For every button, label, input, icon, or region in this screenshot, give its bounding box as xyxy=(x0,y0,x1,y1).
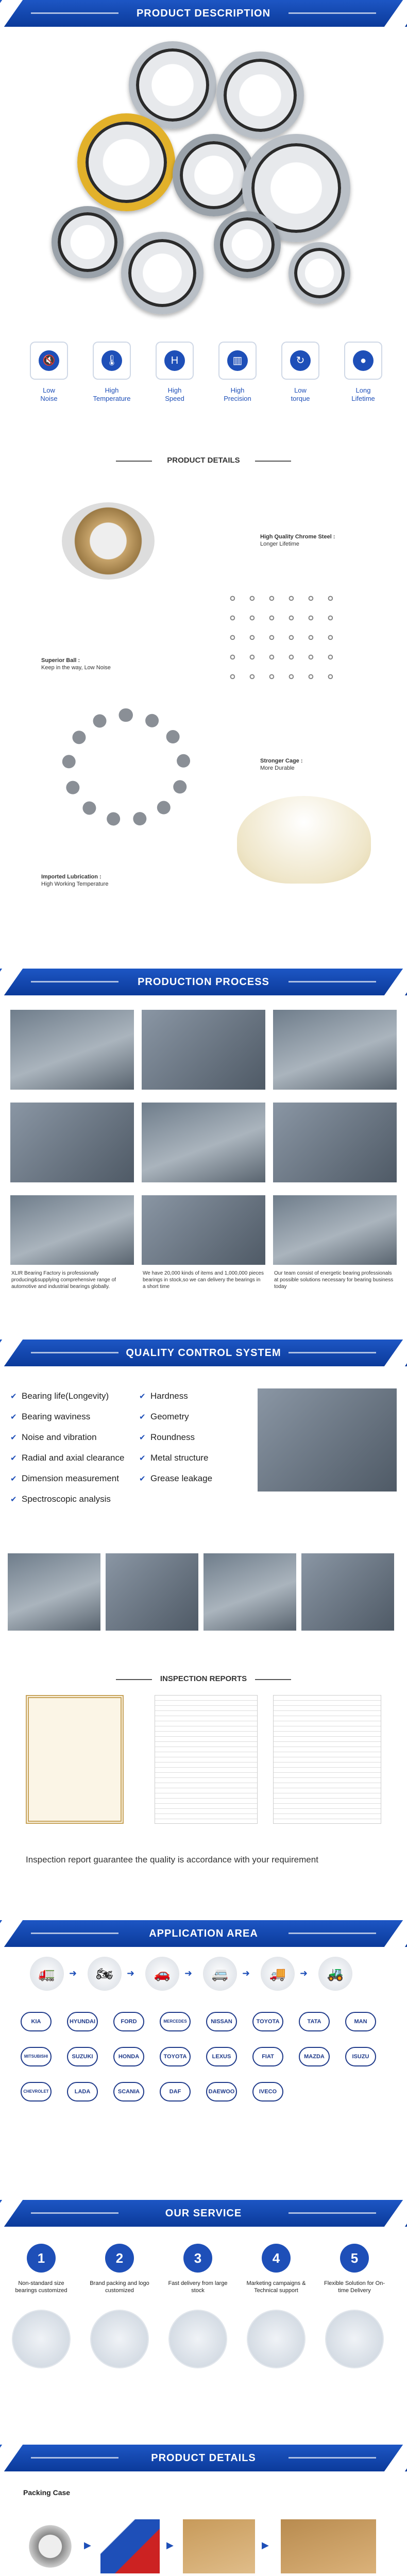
cage-illustration xyxy=(62,708,191,827)
brand-logo: MITSUBISHI xyxy=(21,2047,52,2066)
inspection-photo xyxy=(8,1553,100,1631)
arrow-icon: ➜ xyxy=(184,1968,193,1978)
cut-bearing-illustration xyxy=(62,502,155,580)
service-number: 1 xyxy=(27,2244,56,2273)
product-description-section xyxy=(0,0,407,27)
feature-label: Low Noise xyxy=(40,386,58,402)
inspection-reports-subhead xyxy=(0,1674,407,1683)
feature-icon-box xyxy=(219,343,256,379)
inspection-caption-wrap xyxy=(0,1855,407,1865)
feature-label: Long Lifetime xyxy=(351,386,375,402)
factory-photo xyxy=(10,1103,134,1182)
brand-logo: SUZUKI xyxy=(67,2047,98,2066)
feature-icon-box xyxy=(31,343,67,379)
quality-control-banner xyxy=(0,1340,407,1366)
report-document xyxy=(155,1695,258,1824)
brand-logo: HONDA xyxy=(113,2047,144,2066)
feature-icon-box xyxy=(345,343,381,379)
grease-illustration xyxy=(237,796,371,884)
quality-control-list xyxy=(0,1381,407,1669)
mute-icon: 🔇 xyxy=(39,350,59,371)
factory-photo-grid xyxy=(0,1010,407,1298)
product-details-subhead xyxy=(0,456,407,465)
factory-photo xyxy=(273,1103,397,1182)
factory-photo xyxy=(142,1010,265,1090)
quality-item: ✔ Noise and vibration xyxy=(10,1432,97,1443)
factory-photo xyxy=(10,1195,134,1265)
banner-title: PRODUCT DETAILS xyxy=(151,2452,256,2464)
process-caption: Our team consist of energetic bearing professionals at possible solutions necessary for bearing business today xyxy=(274,1270,394,1290)
brand-logo: FORD xyxy=(113,2012,144,2031)
feature-label: High Precision xyxy=(224,386,251,402)
quality-item: ✔ Bearing life(Longevity) xyxy=(10,1391,109,1401)
service-image xyxy=(169,2311,226,2367)
section-heading: PRODUCT DETAILS xyxy=(0,456,407,465)
lubrication-callout: Imported Lubrication : High Working Temperature xyxy=(41,874,109,887)
brand-logo: DAF xyxy=(160,2082,191,2102)
service-number: 3 xyxy=(183,2244,212,2273)
production-process-section xyxy=(0,969,407,995)
feature-icon-box xyxy=(157,343,193,379)
our-service-content xyxy=(0,2244,407,2398)
brand-logo: SCANIA xyxy=(113,2082,144,2102)
factory-photo xyxy=(142,1195,265,1265)
inspection-reports-image xyxy=(0,1695,407,1839)
brand-logo: TATA xyxy=(299,2012,330,2031)
service-number: 4 xyxy=(262,2244,291,2273)
process-caption: XLIR Bearing Factory is professionally producing&supplying comprehensive range of automotive and industrial bearings globally. xyxy=(11,1270,116,1290)
feature-label: High Temperature xyxy=(93,386,131,402)
product-description-banner xyxy=(0,0,407,27)
banner-title: PRODUCT DESCRIPTION xyxy=(136,8,271,19)
quality-item: ✔ Metal structure xyxy=(139,1453,208,1463)
quality-item: ✔ Dimension measurement xyxy=(10,1473,119,1484)
lifetime-icon: ● xyxy=(353,350,374,371)
packing-label: Packing Case xyxy=(23,2488,71,2497)
arrow-icon: ▶ xyxy=(166,2540,174,2550)
banner-title: QUALITY CONTROL SYSTEM xyxy=(126,1347,281,1359)
arrow-icon: ▶ xyxy=(84,2540,91,2550)
factory-photo xyxy=(273,1010,397,1090)
brand-logo: TOYOTA xyxy=(252,2012,283,2031)
thermometer-icon: 🌡 xyxy=(101,350,122,371)
inspection-photo xyxy=(204,1553,296,1631)
packing-step-box xyxy=(100,2519,160,2573)
ruler-icon: ▥ xyxy=(227,350,248,371)
steel-balls-illustration xyxy=(227,592,345,680)
report-table-document xyxy=(273,1695,381,1824)
product-details-banner xyxy=(0,2445,407,2471)
brand-logo: DAEWOO xyxy=(206,2082,237,2102)
service-image xyxy=(326,2311,383,2367)
certificate-document xyxy=(26,1695,124,1824)
service-image xyxy=(91,2311,148,2367)
brand-logo: LADA xyxy=(67,2082,98,2102)
vehicle-icon: 🚐 xyxy=(204,1958,236,1990)
our-service-section xyxy=(0,2200,407,2227)
banner-title: APPLICATION AREA xyxy=(149,1928,258,1939)
product-details-image xyxy=(0,477,407,899)
factory-photo xyxy=(10,1010,134,1090)
brand-logo: CHEVROLET xyxy=(21,2082,52,2102)
quality-item: ✔ Bearing waviness xyxy=(10,1412,90,1422)
vehicle-icon: 🚜 xyxy=(319,1958,351,1990)
feature-icon-box xyxy=(282,343,318,379)
feature-label: Low torque xyxy=(291,386,310,402)
process-caption: We have 20,000 kinds of items and 1,000,000 pieces bearings in stock,so we can delivery the bearings in a short time xyxy=(143,1270,264,1290)
inspection-photo xyxy=(106,1553,198,1631)
factory-photo xyxy=(273,1195,397,1265)
service-text: Fast delivery from large stock xyxy=(168,2280,228,2294)
quality-item: ✔ Roundness xyxy=(139,1432,195,1443)
quality-item: ✔ Spectroscopic analysis xyxy=(10,1494,111,1504)
service-number: 5 xyxy=(340,2244,369,2273)
brand-logo: TOYOTA xyxy=(160,2047,191,2066)
service-text: Non-standard size bearings customized xyxy=(15,2280,67,2294)
feature-label: High Speed xyxy=(165,386,184,402)
quality-item: ✔ Grease leakage xyxy=(139,1473,212,1484)
ball-callout: Superior Ball : Keep in the way, Low Noise xyxy=(41,657,111,671)
arrow-icon: ➜ xyxy=(69,1968,77,1978)
factory-photo xyxy=(142,1103,265,1182)
arrow-icon: ▶ xyxy=(262,2540,269,2550)
brand-logo: KIA xyxy=(21,2012,52,2031)
torque-icon: ↻ xyxy=(290,350,311,371)
inspection-caption: Inspection report guarantee the quality is accordance with your requirement xyxy=(26,1855,318,1865)
application-area-content xyxy=(0,1958,407,2128)
service-text: Brand packing and logo customized xyxy=(90,2280,149,2294)
chrome-steel-callout: High Quality Chrome Steel : Longer Lifetime xyxy=(260,534,335,547)
feature-icons-row xyxy=(0,343,407,420)
vehicle-icon: 🏍 xyxy=(89,1958,121,1990)
packing-step-carton xyxy=(183,2519,255,2573)
quality-item: ✔ Radial and axial clearance xyxy=(10,1453,124,1463)
service-number: 2 xyxy=(105,2244,134,2273)
cage-callout: Stronger Cage : More Durable xyxy=(260,758,303,771)
banner-title: PRODUCTION PROCESS xyxy=(138,976,269,988)
our-service-banner xyxy=(0,2200,407,2227)
quality-item: ✔ Geometry xyxy=(139,1412,189,1422)
vehicle-icon: 🚛 xyxy=(31,1958,63,1990)
arrow-icon: ➜ xyxy=(127,1968,135,1978)
arrow-icon: ➜ xyxy=(300,1968,308,1978)
brand-logo: ISUZU xyxy=(345,2047,376,2066)
quality-control-section xyxy=(0,1340,407,1366)
service-text: Marketing campaigns & Technical support xyxy=(246,2280,306,2294)
packing-step-pallet xyxy=(281,2519,376,2573)
inspection-photo xyxy=(258,1388,397,1492)
vehicle-icon: 🚚 xyxy=(262,1958,294,1990)
application-area-banner xyxy=(0,1920,407,1947)
brand-logo: MAN xyxy=(345,2012,376,2031)
brand-logo: HYUNDAI xyxy=(67,2012,98,2031)
service-text: Flexible Solution for On-time Delivery xyxy=(324,2280,385,2294)
production-process-banner xyxy=(0,969,407,995)
brand-logo: IVECO xyxy=(252,2082,283,2102)
bearing-hero-image xyxy=(0,36,407,325)
arrow-icon: ➜ xyxy=(242,1968,250,1978)
brand-logo: FIAT xyxy=(252,2047,283,2066)
quality-item: ✔ Hardness xyxy=(139,1391,188,1401)
service-image xyxy=(248,2311,304,2367)
application-area-section xyxy=(0,1920,407,1947)
brand-logo: MERCEDES xyxy=(160,2012,191,2031)
service-image xyxy=(13,2311,70,2367)
packing-case-content xyxy=(0,2488,407,2576)
speed-icon: H xyxy=(164,350,185,371)
brand-logo: LEXUS xyxy=(206,2047,237,2066)
vehicle-icon: 🚗 xyxy=(146,1958,178,1990)
brand-logo: NISSAN xyxy=(206,2012,237,2031)
brand-logo: MAZDA xyxy=(299,2047,330,2066)
feature-icon-box xyxy=(94,343,130,379)
packing-step-bearing xyxy=(23,2519,77,2573)
banner-title: OUR SERVICE xyxy=(165,2208,242,2219)
section-heading: INSPECTION REPORTS xyxy=(0,1674,407,1683)
product-details-section xyxy=(0,2445,407,2471)
inspection-photo xyxy=(301,1553,394,1631)
